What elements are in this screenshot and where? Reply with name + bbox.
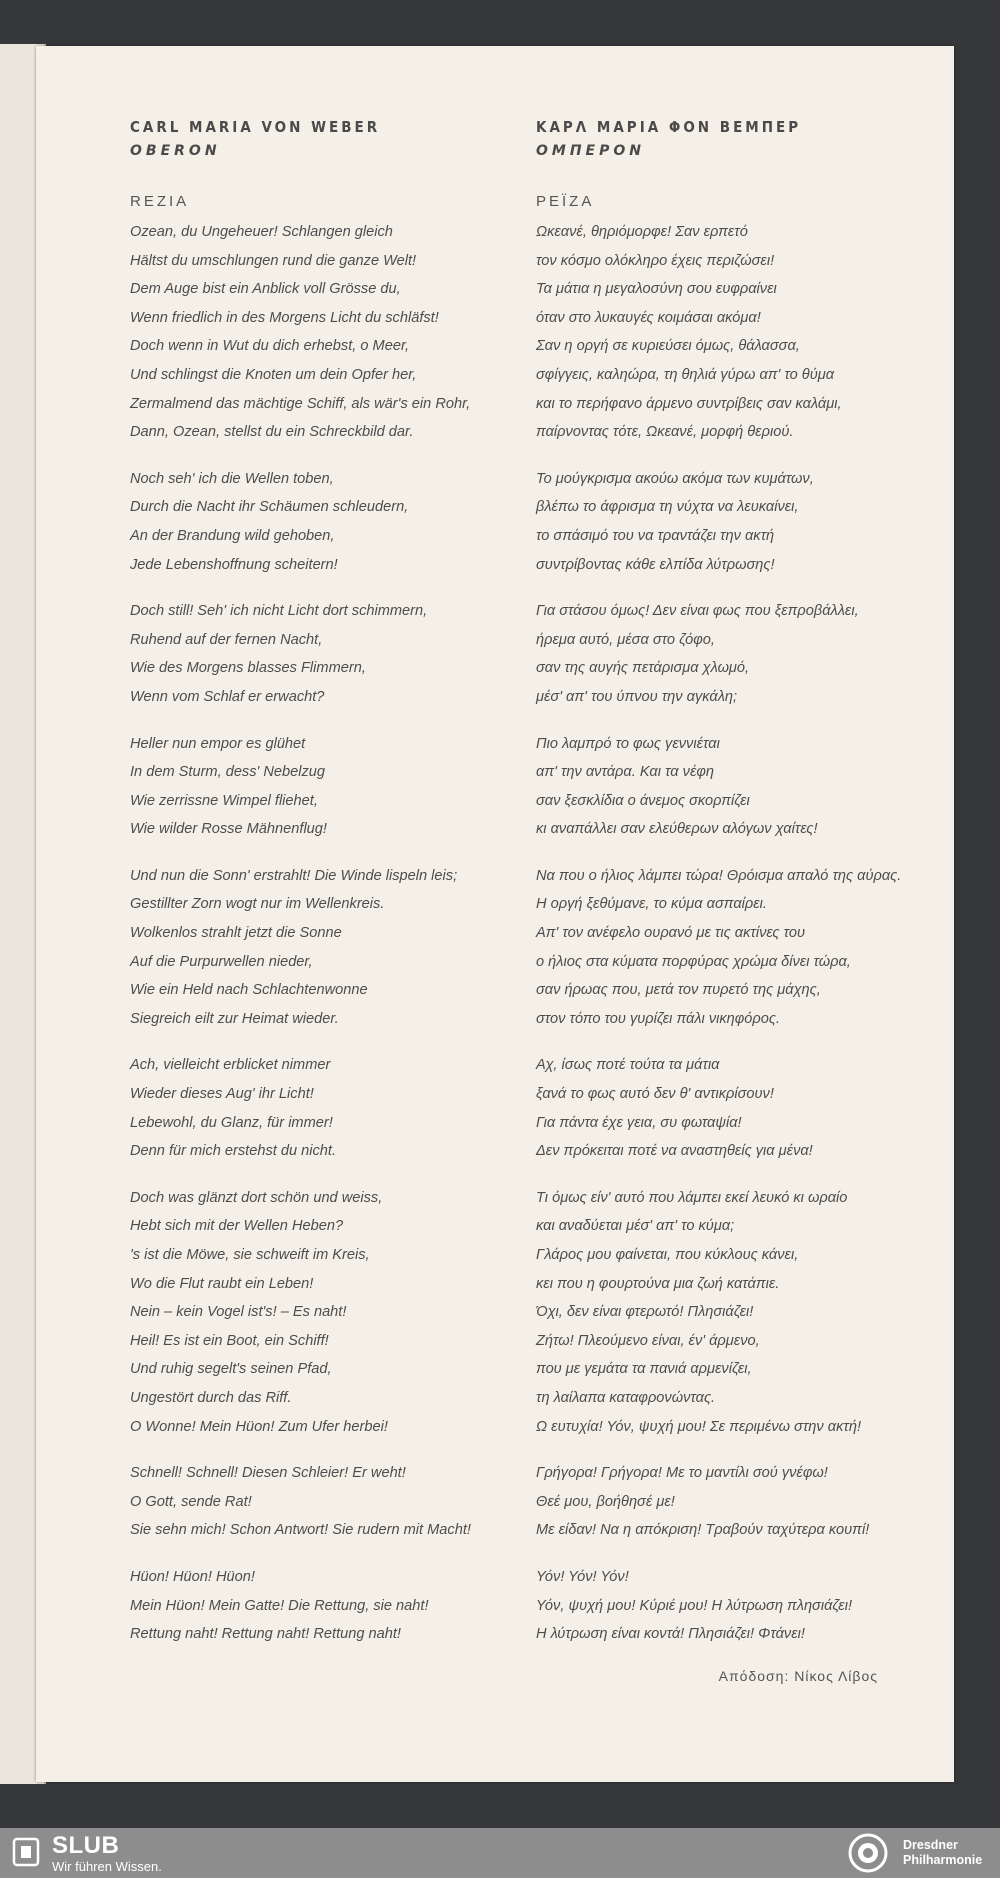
- composer-name-greek: ΚΑΡΛ ΜΑΡΙΑ ΦΟΝ ΒΕΜΠΕΡ: [536, 118, 802, 136]
- slub-logo-icon[interactable]: [12, 1837, 40, 1867]
- work-title-greek: ΟΜΠΕΡΟΝ: [536, 143, 645, 159]
- lyric-line: Rettung naht! Rettung naht! Rettung naht!: [130, 1626, 401, 1643]
- lyric-line: ξανά το φως αυτό δεν θ' αντικρίσουν!: [536, 1086, 774, 1103]
- lyric-line: και αναδύεται μέσ' απ' το κύμα;: [536, 1218, 735, 1235]
- lyric-line: Να που ο ήλιος λάμπει τώρα! Θρόισμα απαλό της αύρας.: [536, 867, 902, 884]
- greek-column: [536, 118, 926, 1667]
- lyric-line: παίρνοντας τότε, Ωκεανέ, μορφή θεριού.: [536, 424, 794, 441]
- lyric-line: Ach, vielleicht erblicket nimmer: [130, 1057, 331, 1074]
- lyric-line: Hebt sich mit der Wellen Heben?: [130, 1218, 344, 1235]
- lyric-line: σφίγγεις, καληώρα, τη θηλιά γύρω απ' το θύμα: [536, 366, 835, 383]
- lyric-line: Noch seh' ich die Wellen toben,: [130, 470, 334, 487]
- lyric-line: Heller nun empor es glühet: [130, 735, 306, 752]
- lyric-line: Wenn vom Schlaf er erwacht?: [130, 688, 325, 705]
- stanza: [130, 465, 500, 579]
- lyric-line: ο ήλιος στα κύματα πορφύρας χρώμα δίνει τώρα,: [536, 953, 851, 970]
- lyric-line: Denn für mich erstehst du nicht.: [130, 1143, 337, 1160]
- lyric-line: Mein Hüon! Mein Gatte! Die Rettung, sie naht!: [130, 1597, 429, 1614]
- lyric-line: Hältst du umschlungen rund die ganze Welt!: [130, 252, 417, 269]
- lyric-line: Doch still! Seh' ich nicht Licht dort schimmern,: [130, 603, 428, 620]
- lyric-line: Auf die Purpurwellen nieder,: [130, 953, 313, 970]
- stanza: [130, 218, 500, 447]
- lyric-line: Γρήγορα! Γρήγορα! Με το μαντίλι σού γνέφω!: [536, 1465, 828, 1482]
- lyric-line: Und nun die Sonn' erstrahlt! Die Winde lispeln leis;: [130, 867, 458, 884]
- lyric-line: ήρεμα αυτό, μέσα στο ζόφο,: [536, 631, 715, 648]
- lyric-line: Lebewohl, du Glanz, für immer!: [130, 1114, 333, 1131]
- lyric-line: που με γεμάτα τα πανιά αρμενίζει,: [536, 1361, 752, 1378]
- lyric-line: Schnell! Schnell! Diesen Schleier! Er weht!: [130, 1465, 406, 1482]
- lyric-line: Σαν η οργή σε κυριεύσει όμως, θάλασσα,: [536, 338, 800, 355]
- stanza: [536, 862, 926, 1034]
- stanza: [130, 1051, 500, 1165]
- lyric-line: Τι όμως είν' αυτό που λάμπει εκεί λευκό κι ωραίο: [536, 1189, 848, 1206]
- lyric-line: κι αναπάλλει σαν ελεύθερων αλόγων χαίτες!: [536, 821, 818, 838]
- lyric-line: απ' την αντάρα. Και τα νέφη: [536, 764, 714, 781]
- lyric-line: Wieder dieses Aug' ihr Licht!: [130, 1086, 314, 1103]
- stanza: [536, 1563, 926, 1649]
- lyric-line: Siegreich eilt zur Heimat wieder.: [130, 1010, 339, 1027]
- lyric-line: τη λαίλαπα καταφρονώντας.: [536, 1389, 716, 1406]
- slub-name[interactable]: SLUB: [52, 1832, 120, 1859]
- lyric-line: σαν ξεσκλίδια ο άνεμος σκορπίζει: [536, 792, 750, 809]
- lyric-line: Δεν πρόκειται ποτέ να αναστηθείς για μένα!: [536, 1143, 813, 1160]
- lyric-line: Ungestört durch das Riff.: [130, 1389, 292, 1406]
- lyric-line: An der Brandung wild gehoben,: [130, 527, 335, 544]
- lyric-line: Απ' τον ανέφελο ουρανό με τις ακτίνες του: [536, 925, 805, 942]
- lyric-line: O Wonne! Mein Hüon! Zum Ufer herbei!: [130, 1418, 388, 1435]
- lyric-line: Το μούγκρισμα ακούω ακόμα των κυμάτων,: [536, 470, 814, 487]
- lyric-line: Wie ein Held nach Schlachtenwonne: [130, 982, 368, 999]
- lyric-line: κει που η φουρτούνα μια ζωή κατάπιε.: [536, 1275, 780, 1292]
- lyric-line: Wie zerrissne Wimpel fliehet,: [130, 792, 318, 809]
- lyric-line: Wie des Morgens blasses Flimmern,: [130, 660, 366, 677]
- lyric-line: Heil! Es ist ein Boot, ein Schiff!: [130, 1332, 329, 1349]
- stanza: [536, 1459, 926, 1545]
- lyric-line: Αχ, ίσως ποτέ τούτα τα μάτια: [536, 1057, 720, 1074]
- stanza: [130, 1459, 500, 1545]
- lyric-line: Dem Auge bist ein Anblick voll Grösse du,: [130, 281, 401, 298]
- lyric-line: Zermalmend das mächtige Schiff, als wär's ein Rohr,: [130, 395, 471, 412]
- lyric-line: Θεέ μου, βοήθησέ με!: [536, 1493, 675, 1510]
- lyric-line: τον κόσμο ολόκληρο έχεις περιζώσει!: [536, 252, 775, 269]
- stanza: [130, 862, 500, 1034]
- lyric-line: Doch was glänzt dort schön und weiss,: [130, 1189, 383, 1206]
- document-page: [36, 46, 954, 1782]
- partner-line-2: Philharmonie: [903, 1853, 983, 1867]
- lyric-line: Η λύτρωση είναι κοντά! Πλησιάζει! Φτάνει!: [536, 1626, 805, 1643]
- lyric-line: στον τόπο του γυρίζει πάλι νικηφόρος.: [536, 1010, 781, 1027]
- stanza: [536, 1051, 926, 1165]
- composer-name: CARL MARIA VON WEBER: [130, 118, 381, 136]
- german-column: [130, 118, 500, 1667]
- slub-tagline: Wir führen Wissen.: [52, 1859, 162, 1874]
- lyric-line: Hüon! Hüon! Hüon!: [130, 1568, 255, 1585]
- lyric-line: Η οργή ξεθύμανε, το κύμα ασπαίρει.: [536, 896, 767, 913]
- lyric-line: και το περήφανο άρμενο συντρίβεις σαν καλάμι,: [536, 395, 842, 412]
- lyric-line: Nein – kein Vogel ist's! – Es naht!: [130, 1304, 347, 1321]
- stanza: [130, 730, 500, 844]
- lyric-line: Und schlingst die Knoten um dein Opfer her,: [130, 366, 417, 383]
- stanza: [536, 465, 926, 579]
- lyric-line: όταν στο λυκαυγές κοιμάσαι ακόμα!: [536, 309, 761, 326]
- lyric-line: Wolkenlos strahlt jetzt die Sonne: [130, 925, 342, 942]
- lyric-line: Με είδαν! Να η απόκριση! Τραβούν ταχύτερα κουπί!: [536, 1522, 870, 1539]
- stanza: [130, 1563, 500, 1649]
- stanza: [536, 218, 926, 447]
- partner-line-1: Dresdner: [903, 1838, 958, 1852]
- lyric-line: Γλάρος μου φαίνεται, που κύκλους κάνει,: [536, 1247, 799, 1263]
- lyric-line: Τα μάτια η μεγαλοσύνη σου ευφραίνει: [536, 281, 777, 298]
- footer-bar: [0, 1828, 1000, 1878]
- lyric-line: Ruhend auf der fernen Nacht,: [130, 631, 323, 648]
- lyric-line: Sie sehn mich! Schon Antwort! Sie rudern mit Macht!: [130, 1522, 471, 1539]
- lyric-line: μέσ' απ' του ύπνου την αγκάλη;: [536, 688, 738, 705]
- lyric-line: Όχι, δεν είναι φτερωτό! Πλησιάζει!: [536, 1304, 754, 1321]
- stanza: [130, 1184, 500, 1441]
- lyric-line: σαν ήρωας που, μετά τον πυρετό της μάχης,: [536, 982, 821, 999]
- lyric-line: Πιο λαμπρό το φως γεννιέται: [536, 735, 720, 752]
- lyric-line: Wie wilder Rosse Mähnenflug!: [130, 821, 327, 838]
- lyric-line: Ω ευτυχία! Υόν, ψυχή μου! Σε περιμένω στην ακτή!: [536, 1418, 861, 1435]
- stanza: [536, 597, 926, 711]
- lyric-line: Jede Lebenshoffnung scheitern!: [130, 556, 338, 573]
- lyric-line: Wo die Flut raubt ein Leben!: [130, 1275, 314, 1292]
- lyric-line: βλέπω το άφρισμα τη νύχτα να λευκαίνει,: [536, 499, 799, 516]
- lyric-line: In dem Sturm, dess' Nebelzug: [130, 764, 326, 781]
- lyric-line: Dann, Ozean, stellst du ein Schreckbild dar.: [130, 424, 414, 441]
- lyric-line: Για πάντα έχε γεια, συ φωταψία!: [536, 1114, 742, 1131]
- lyric-line: Wenn friedlich in des Morgens Licht du schläfst!: [130, 309, 439, 326]
- work-title: OBERON: [130, 143, 221, 159]
- role-name-greek: ΡΕΪΖΑ: [536, 193, 595, 210]
- stanza: [536, 730, 926, 844]
- lyric-line: Ozean, du Ungeheuer! Schlangen gleich: [130, 224, 393, 240]
- dresdner-philharmonie-logo-icon[interactable]: [842, 1831, 894, 1875]
- greek-lyrics: [536, 218, 926, 1649]
- lyric-line: Ωκεανέ, θηριόμορφε! Σαν ερπετό: [536, 224, 748, 240]
- lyric-line: Doch wenn in Wut du dich erhebst, o Meer,: [130, 338, 410, 355]
- stanza: [536, 1184, 926, 1441]
- lyric-line: Για στάσου όμως! Δεν είναι φως που ξεπροβάλλει,: [536, 603, 859, 620]
- stanza: [130, 597, 500, 711]
- lyric-line: Durch die Nacht ihr Schäumen schleudern,: [130, 499, 409, 516]
- lyric-line: συντρίβοντας κάθε ελπίδα λύτρωσης!: [536, 556, 775, 573]
- partner-name: [903, 1838, 982, 1868]
- lyric-line: Und ruhig segelt's seinen Pfad,: [130, 1361, 332, 1378]
- role-name: REZIA: [130, 193, 190, 210]
- lyric-line: Ζήτω! Πλεούμενο είναι, έν' άρμενο,: [536, 1332, 760, 1349]
- lyric-line: O Gott, sende Rat!: [130, 1493, 252, 1510]
- german-lyrics: [130, 218, 500, 1649]
- translation-credit: Απόδοση: Νίκος Λίβος: [718, 1668, 878, 1684]
- lyric-line: Gestillter Zorn wogt nur im Wellenkreis.: [130, 896, 385, 913]
- lyric-line: το σπάσιμό του να τραντάζει την ακτή: [536, 527, 775, 544]
- lyric-line: Υόν, ψυχή μου! Κύριέ μου! Η λύτρωση πλησιάζει!: [536, 1597, 853, 1614]
- lyric-line: 's ist die Möwe, sie schweift im Kreis,: [130, 1247, 370, 1263]
- lyric-line: σαν της αυγής πετάρισμα χλωμό,: [536, 660, 750, 677]
- lyric-line: Υόν! Υόν! Υόν!: [536, 1568, 629, 1585]
